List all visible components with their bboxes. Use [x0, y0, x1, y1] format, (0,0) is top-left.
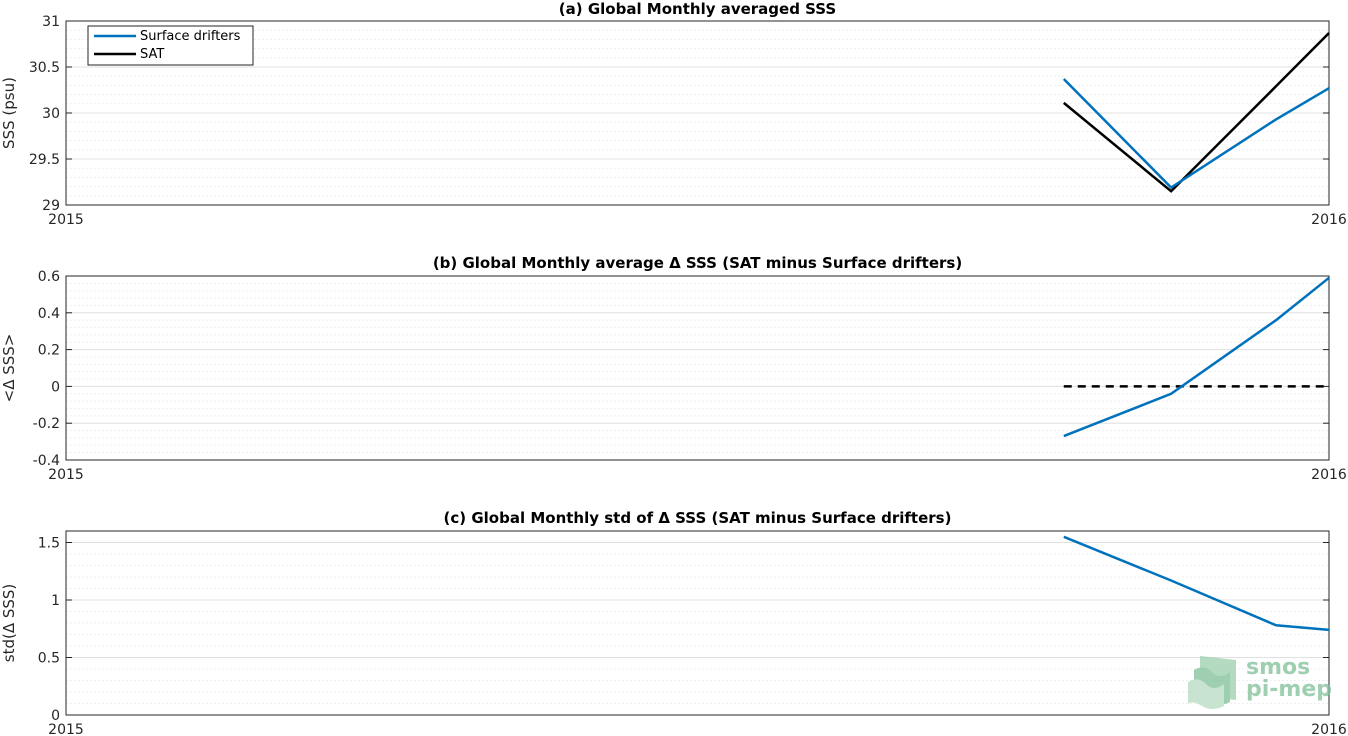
- y-tick-label: 0.4: [37, 305, 60, 322]
- logo-wave-icon: [1188, 656, 1236, 709]
- x-tick-label: 2015: [48, 212, 84, 228]
- panel-b-title: (b) Global Monthly average Δ SSS (SAT minus Surface drifters): [432, 254, 963, 272]
- y-tick-label: 0.5: [37, 650, 60, 667]
- legend: [88, 26, 253, 65]
- series-line-delta-sss: [1064, 537, 1329, 630]
- panel-a-title: (a) Global Monthly averaged SSS: [558, 0, 837, 18]
- y-tick-label: 0: [51, 708, 60, 724]
- y-tick-label: 0: [51, 379, 60, 396]
- x-tick-label: 2016: [1311, 722, 1347, 736]
- smos-pi-mep-logo: [1188, 655, 1332, 709]
- x-tick-label: 2015: [48, 722, 84, 736]
- logo-text-smos: smos: [1246, 655, 1311, 680]
- y-tick-label: 30.5: [28, 60, 60, 76]
- panel-b-ylabel: <Δ SSS>: [0, 333, 18, 403]
- y-tick-label: 29.5: [28, 152, 60, 168]
- panel-a: [0, 0, 1347, 228]
- panel-c-lines: [1064, 537, 1329, 630]
- panel-b-ticks: [33, 269, 1347, 483]
- y-tick-label: 31: [42, 14, 60, 30]
- panel-a-ylabel: SSS (psu): [0, 77, 18, 149]
- panel-c-title: (c) Global Monthly std of Δ SSS (SAT minus Surface drifters): [443, 509, 952, 527]
- panel-c: [0, 509, 1347, 736]
- panel-b-grid: [66, 283, 1329, 452]
- y-tick-label: -0.4: [32, 453, 60, 469]
- x-tick-label: 2016: [1311, 212, 1347, 228]
- x-tick-label: 2016: [1311, 467, 1347, 483]
- y-tick-label: -0.2: [32, 416, 60, 433]
- y-tick-label: 29: [42, 198, 60, 214]
- y-tick-label: 0.6: [37, 269, 60, 285]
- logo-text-pi-mep: pi-mep: [1246, 677, 1333, 702]
- y-tick-label: 30: [42, 106, 60, 122]
- panel-b-axes-box: [66, 276, 1329, 460]
- panel-a-lines: [1064, 33, 1329, 191]
- x-tick-label: 2015: [48, 467, 84, 483]
- panel-a-grid: [66, 30, 1329, 196]
- panel-b: [0, 254, 1347, 483]
- y-tick-label: 1.5: [37, 535, 60, 552]
- series-line-surface-drifters: [1064, 79, 1329, 188]
- y-tick-label: 1: [51, 593, 60, 609]
- legend-label-sat: SAT: [140, 47, 165, 62]
- legend-label-surface-drifters: Surface drifters: [140, 29, 241, 44]
- y-tick-label: 0.2: [37, 342, 60, 359]
- panel-c-ylabel: std(Δ SSS): [0, 583, 18, 663]
